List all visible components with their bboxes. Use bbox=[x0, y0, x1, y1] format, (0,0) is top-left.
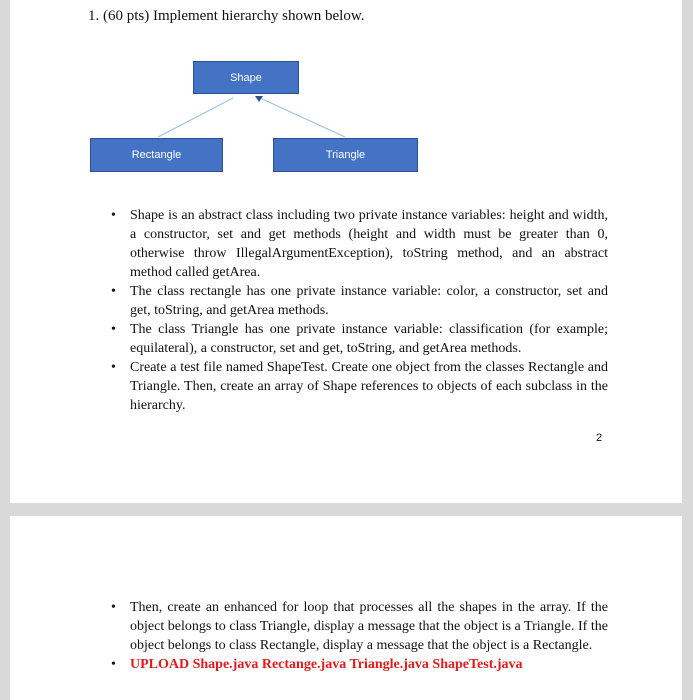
connector-rectangle-to-shape bbox=[158, 98, 233, 137]
upload-instruction: UPLOAD Shape.java Rectange.java Triangle.java ShapeTest.java bbox=[130, 657, 523, 672]
list-item bbox=[110, 655, 608, 674]
list-item bbox=[110, 320, 608, 358]
shape-class-box: Shape bbox=[193, 61, 299, 94]
question-heading: 1. (60 pts) Implement hierarchy shown below. bbox=[88, 8, 365, 24]
bullet-icon: • bbox=[111, 208, 116, 223]
list-item-text: The class rectangle has one private instance variable: color, a constructor, set and get, toString, and getArea methods. bbox=[130, 284, 608, 318]
list-item-text: The class Triangle has one private instance variable: classification (for example; equilateral), a constructor, set and get, toString, and getArea methods. bbox=[130, 322, 608, 356]
inheritance-arrowhead bbox=[255, 96, 263, 102]
connector-triangle-to-shape bbox=[260, 98, 345, 137]
list-item-text: Then, create an enhanced for loop that processes all the shapes in the array. If the object belongs to class Triangle, display a message that the object is a Triangle. If the object belongs to class Rectangle, display a message that the object is a Rectangle. bbox=[130, 600, 608, 653]
list-item bbox=[110, 206, 608, 282]
bullet-icon: • bbox=[111, 360, 116, 375]
list-item-text: Create a test file named ShapeTest. Create one object from the classes Rectangle and Triangle. Then, create an array of Shape references to objects of each subclass in the hierarchy. bbox=[130, 360, 608, 413]
bullet-icon: • bbox=[111, 284, 116, 299]
bullet-icon: • bbox=[111, 657, 116, 672]
list-item bbox=[110, 358, 608, 415]
list-item bbox=[110, 282, 608, 320]
document-page-2 bbox=[10, 516, 682, 700]
document-page-1 bbox=[10, 0, 682, 503]
bullet-icon: • bbox=[111, 322, 116, 337]
triangle-class-box: Triangle bbox=[273, 138, 418, 172]
requirements-list bbox=[110, 206, 608, 415]
list-item bbox=[110, 598, 608, 655]
bullet-icon: • bbox=[111, 600, 116, 615]
requirements-list-continued bbox=[110, 598, 608, 674]
rectangle-class-box: Rectangle bbox=[90, 138, 223, 172]
list-item-text: Shape is an abstract class including two private instance variables: height and width, a constructor, set and get methods (height and width must be greater than 0, otherwise throw IllegalArgumentException), toString method, and an abstract method called getArea. bbox=[130, 208, 608, 280]
page-number: 2 bbox=[596, 432, 603, 444]
